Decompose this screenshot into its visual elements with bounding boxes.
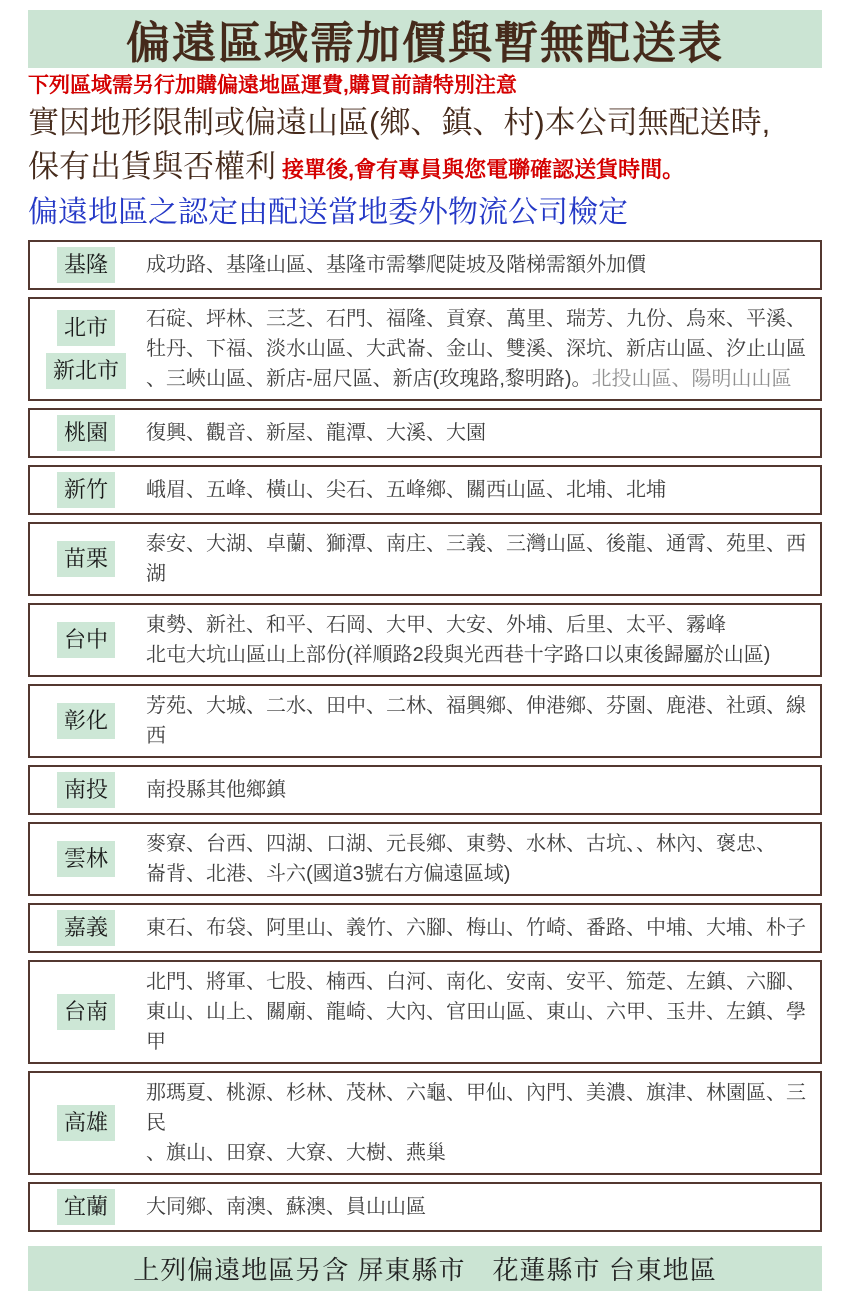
table-row bbox=[28, 765, 822, 815]
region-areas bbox=[134, 529, 812, 589]
area-line-text: 東山、山上、關廟、龍崎、大內、官田山區、東山、六甲、玉井、左鎮、學甲 bbox=[146, 1001, 806, 1053]
region-areas bbox=[134, 829, 776, 889]
region-label: 高雄 bbox=[57, 1105, 115, 1141]
region-areas bbox=[134, 1078, 812, 1168]
region-labels bbox=[38, 415, 134, 451]
region-areas bbox=[134, 418, 486, 448]
area-line bbox=[146, 1078, 812, 1138]
area-line bbox=[146, 250, 646, 280]
table-row bbox=[28, 297, 822, 401]
region-areas bbox=[134, 250, 646, 280]
title-banner bbox=[28, 10, 822, 68]
area-line bbox=[146, 913, 806, 943]
region-areas bbox=[134, 610, 770, 670]
shipping-table bbox=[28, 240, 822, 1232]
area-line bbox=[146, 418, 486, 448]
area-line-text: 成功路、基隆山區、基隆市需攀爬陡坡及階梯需額外加價 bbox=[146, 254, 646, 276]
region-label: 新竹 bbox=[57, 472, 115, 508]
area-line-text: 麥寮、台西、四湖、口湖、元長鄉、東勢、水林、古坑、、林內、褒忠、 bbox=[146, 833, 776, 855]
table-row bbox=[28, 465, 822, 515]
region-areas bbox=[134, 304, 806, 394]
area-line bbox=[146, 967, 812, 997]
area-line bbox=[146, 475, 666, 505]
table-row bbox=[28, 903, 822, 953]
region-labels bbox=[38, 1189, 134, 1225]
region-labels bbox=[38, 910, 134, 946]
area-line bbox=[146, 997, 812, 1057]
table-row bbox=[28, 684, 822, 758]
body-line2-main: 保有出貨與否權利 bbox=[28, 149, 276, 184]
page-title: 偏遠區域需加價與暫無配送表 bbox=[126, 19, 724, 68]
area-line bbox=[146, 1192, 426, 1222]
region-label: 基隆 bbox=[57, 247, 115, 283]
region-areas bbox=[134, 691, 812, 751]
region-areas bbox=[134, 775, 286, 805]
region-label: 北市 bbox=[57, 310, 115, 346]
footer-text: 上列偏遠地區另含 屏東縣市 花蓮縣市 台東地區 bbox=[133, 1255, 717, 1285]
table-row bbox=[28, 408, 822, 458]
area-line bbox=[146, 529, 812, 589]
warning-text: 下列區域需另行加購偏遠地區運費,購買前請特別注意 bbox=[28, 74, 517, 97]
area-line bbox=[146, 829, 776, 859]
table-row bbox=[28, 1071, 822, 1175]
area-line-text: 崙背、北港、斗六(國道3號右方偏遠區域) bbox=[146, 863, 511, 885]
body-paragraph-line1: 實因地形限制或偏遠山區(鄉、鎮、村)本公司無配送時, bbox=[28, 105, 771, 140]
region-label: 宜蘭 bbox=[57, 1189, 115, 1225]
table-row bbox=[28, 822, 822, 896]
area-line-text: 北屯大坑山區山上部份(祥順路2段與光西巷十字路口以東後歸屬於山區) bbox=[146, 644, 771, 666]
region-labels bbox=[38, 310, 134, 389]
region-labels bbox=[38, 247, 134, 283]
region-labels bbox=[38, 994, 134, 1030]
table-row bbox=[28, 522, 822, 596]
area-line-text: 北門、將軍、七股、楠西、白河、南化、安南、安平、笳萣、左鎮、六腳、 bbox=[146, 971, 806, 993]
region-labels bbox=[38, 541, 134, 577]
area-line-text: 南投縣其他鄉鎮 bbox=[146, 779, 286, 801]
area-line bbox=[146, 1138, 812, 1168]
region-areas bbox=[134, 967, 812, 1057]
region-labels bbox=[38, 772, 134, 808]
area-line-text: 那瑪夏、桃源、杉林、茂林、六龜、甲仙、內門、美濃、旗津、林園區、三民 bbox=[146, 1082, 806, 1134]
area-line bbox=[146, 364, 806, 394]
area-line-text: 東勢、新社、和平、石岡、大甲、大安、外埔、后里、太平、霧峰 bbox=[146, 614, 726, 636]
area-line bbox=[146, 775, 286, 805]
table-row bbox=[28, 960, 822, 1064]
region-label: 彰化 bbox=[57, 703, 115, 739]
region-label: 雲林 bbox=[57, 841, 115, 877]
region-label: 桃園 bbox=[57, 415, 115, 451]
region-areas bbox=[134, 475, 666, 505]
body-line2-red-note: 接單後,會有專員與您電聯確認送貨時間。 bbox=[282, 157, 685, 182]
region-areas bbox=[134, 1192, 426, 1222]
area-line bbox=[146, 304, 806, 334]
area-line-text: 、旗山、田寮、大寮、大樹、燕巢 bbox=[146, 1142, 446, 1164]
region-areas bbox=[134, 913, 806, 943]
area-line-text: 東石、布袋、阿里山、義竹、六腳、梅山、竹崎、番路、中埔、大埔、朴子 bbox=[146, 917, 806, 939]
area-line-text: 、三峽山區、新店-屈尺區、新店(玫瑰路,黎明路)。 bbox=[146, 368, 592, 390]
area-line bbox=[146, 610, 770, 640]
region-labels bbox=[38, 703, 134, 739]
region-label: 苗栗 bbox=[57, 541, 115, 577]
region-label: 南投 bbox=[57, 772, 115, 808]
area-line bbox=[146, 859, 776, 889]
region-labels bbox=[38, 1105, 134, 1141]
area-line bbox=[146, 334, 806, 364]
body-paragraph-line2 bbox=[28, 145, 822, 192]
table-row bbox=[28, 1182, 822, 1232]
region-label: 嘉義 bbox=[57, 910, 115, 946]
region-labels bbox=[38, 841, 134, 877]
table-row bbox=[28, 240, 822, 290]
area-line-text: 泰安、大湖、卓蘭、獅潭、南庄、三義、三灣山區、後龍、通霄、苑里、西湖 bbox=[146, 533, 806, 585]
area-line bbox=[146, 640, 770, 670]
area-line-text: 牡丹、下福、淡水山區、大武崙、金山、雙溪、深坑、新店山區、汐止山區 bbox=[146, 338, 806, 360]
region-labels bbox=[38, 622, 134, 658]
region-label: 台南 bbox=[57, 994, 115, 1030]
region-label: 台中 bbox=[57, 622, 115, 658]
blue-note: 偏遠地區之認定由配送當地委外物流公司檢定 bbox=[28, 196, 628, 229]
area-line bbox=[146, 691, 812, 751]
area-line-text: 石碇、坪林、三芝、石門、福隆、貢寮、萬里、瑞芳、九份、烏來、平溪、 bbox=[146, 308, 806, 330]
area-line-text: 芳苑、大城、二水、田中、二林、福興鄉、伸港鄉、芬園、鹿港、社頭、線西 bbox=[146, 695, 806, 747]
area-line-muted-text: 北投山區、陽明山山區 bbox=[591, 368, 792, 390]
area-line-text: 大同鄉、南澳、蘇澳、員山山區 bbox=[146, 1196, 426, 1218]
area-line-text: 峨眉、五峰、橫山、尖石、五峰鄉、關西山區、北埔、北埔 bbox=[146, 479, 666, 501]
region-label: 新北市 bbox=[46, 353, 126, 389]
table-row bbox=[28, 603, 822, 677]
footer-banner bbox=[28, 1246, 822, 1291]
area-line-text: 復興、觀音、新屋、龍潭、大溪、大園 bbox=[146, 422, 486, 444]
region-labels bbox=[38, 472, 134, 508]
